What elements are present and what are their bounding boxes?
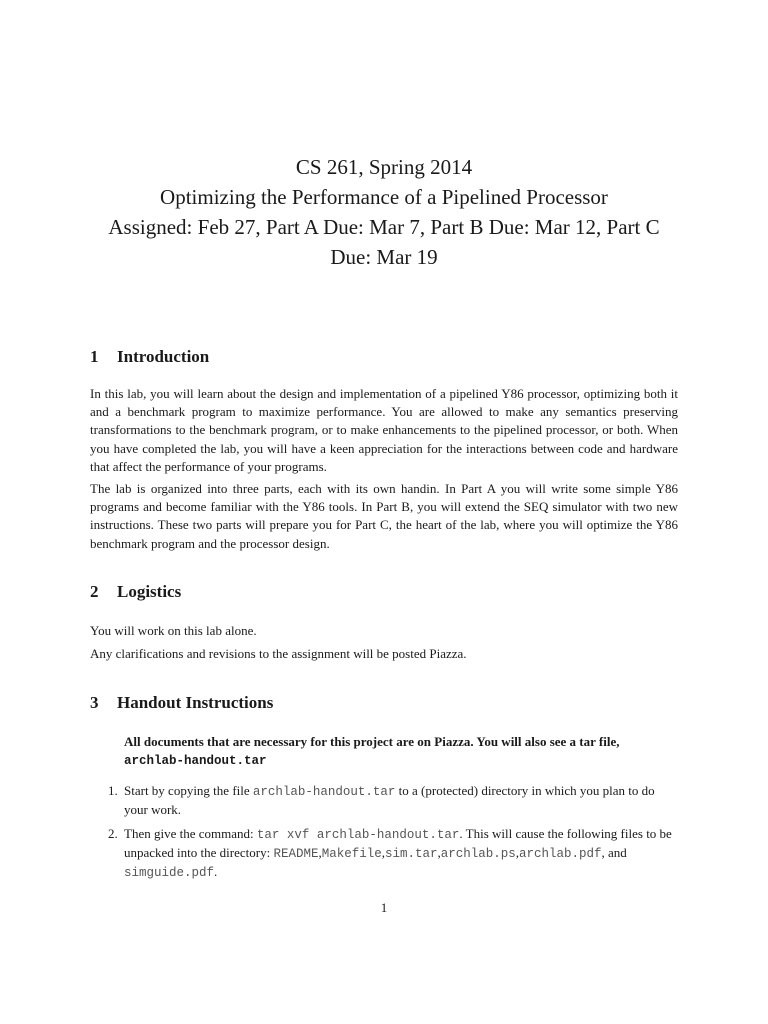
handout-tar-file: archlab-handout.tar (124, 754, 267, 768)
code-filename: Makefile (321, 847, 382, 862)
list-text: Then give the command: (124, 826, 257, 841)
handout-note (124, 733, 679, 770)
intro-paragraph-1: In this lab, you will learn about the design and implementation of a pipelined Y86 processor, optimizing both it and a benchmark program to maximize performance. You are allowed to make any semantics preserving transformations to the benchmark program, or to make enhancements to the pipelined processor, or both. When you have completed the lab, you will have a keen appreciation for the interactions between code and hardware that affect the performance of your programs. (90, 386, 678, 474)
title-lab-name: Optimizing the Performance of a Pipelined Processor (160, 185, 608, 209)
section-number: 1 (90, 347, 99, 366)
section-heading-introduction (90, 346, 209, 368)
page-number: 1 (380, 900, 388, 915)
code-filename: README (273, 847, 319, 862)
section-title: Logistics (117, 582, 182, 601)
section-number: 2 (90, 582, 99, 601)
list-item-body (124, 782, 680, 819)
list-text: to a (protected) directory in which you plan to do your work. (124, 783, 655, 818)
code-filename: archlab.pdf (519, 847, 602, 862)
title-dates: Assigned: Feb 27, Part A Due: Mar 7, Part B Due: Mar 12, Part C (108, 215, 660, 239)
code-filename: archlab-handout.tar (252, 785, 396, 799)
title-due: Due: Mar 19 (330, 245, 438, 269)
code-filename: simguide.pdf (124, 866, 215, 881)
section-title: Introduction (117, 347, 210, 366)
list-marker: 2. (108, 826, 118, 841)
handout-note-text: All documents that are necessary for this project are on Piazza. You will also see a tar file, (124, 734, 620, 749)
list-separator: , and (601, 845, 627, 861)
code-command: tar xvf archlab-handout.tar (256, 828, 460, 842)
list-marker: 1. (108, 783, 118, 798)
list-item-body (124, 825, 680, 883)
list-separator: , (318, 845, 322, 861)
section-heading-logistics (90, 581, 181, 603)
list-item (108, 825, 680, 883)
section-title: Handout Instructions (117, 693, 274, 712)
list-text: Start by copying the file (124, 783, 253, 798)
list-separator: . (214, 864, 218, 880)
logistics-paragraph-2: Any clarifications and revisions to the assignment will be posted Piazza. (90, 646, 467, 661)
code-filename: archlab.ps (440, 847, 516, 862)
document-title (80, 152, 688, 272)
section-number: 3 (90, 693, 99, 712)
list-separator: , (437, 845, 441, 861)
list-item (108, 782, 680, 819)
code-filename: sim.tar (384, 847, 438, 862)
intro-paragraph-2: The lab is organized into three parts, each with its own handin. In Part A you will write some simple Y86 programs and become familiar with the Y86 tools. In Part B, you will extend the SEQ simulator with two new instructions. These two parts will prepare you for Part C, the heart of the lab, where you will optimize the Y86 benchmark program and the processor design. (90, 481, 678, 551)
section-heading-handout (90, 692, 273, 714)
list-separator: , (515, 845, 520, 861)
logistics-paragraph-1: You will work on this lab alone. (90, 623, 257, 638)
title-course: CS 261, Spring 2014 (295, 155, 473, 179)
list-separator: , (381, 845, 385, 861)
list-text: . This will cause the following files to be unpacked into the directory: (124, 826, 672, 861)
